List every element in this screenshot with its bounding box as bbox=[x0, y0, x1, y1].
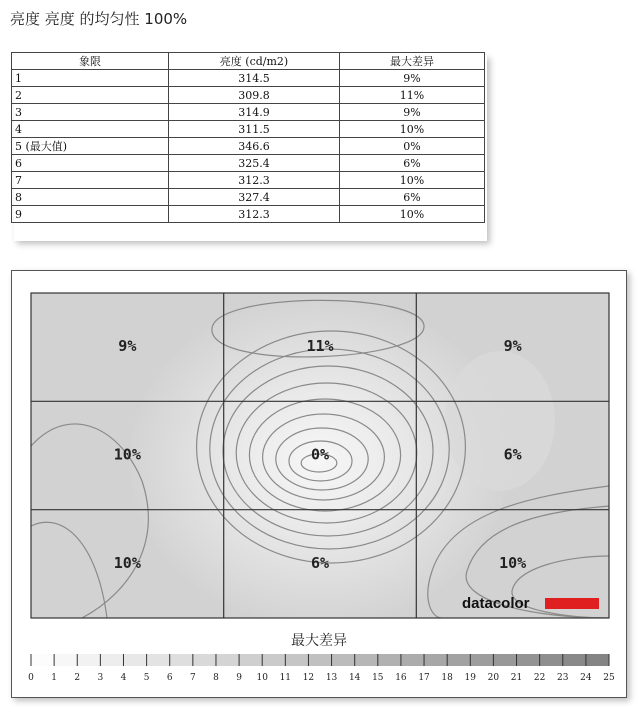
table-row bbox=[12, 172, 485, 189]
scale-swatch bbox=[540, 654, 564, 666]
quadrant-value-label: 10% bbox=[113, 553, 141, 572]
scale-swatch bbox=[31, 654, 55, 666]
uniformity-chart-svg bbox=[12, 271, 626, 697]
table-row bbox=[12, 87, 485, 104]
quadrant-value-label: 6% bbox=[503, 445, 522, 464]
scale-swatch bbox=[77, 654, 101, 666]
quadrant-value-label: 11% bbox=[306, 337, 334, 356]
scale-swatch bbox=[239, 654, 263, 666]
scale-tick-label: 20 bbox=[487, 673, 500, 683]
datacolor-logo bbox=[461, 593, 601, 615]
scale-tick-label: 17 bbox=[418, 673, 430, 683]
max-diff-cell: 6% bbox=[340, 189, 485, 206]
quadrant-value-label: 6% bbox=[310, 553, 330, 572]
quadrant-value-label: 10% bbox=[113, 445, 141, 464]
quadrant-value-label: 0% bbox=[310, 445, 330, 464]
scale-tick-label: 6 bbox=[166, 673, 173, 683]
table-row bbox=[12, 70, 485, 87]
quadrant-value-label: 9% bbox=[118, 337, 137, 356]
scale-swatch bbox=[517, 654, 541, 666]
luminance-cell: 309.8 bbox=[169, 87, 340, 104]
quadrant-cell: 7 bbox=[12, 172, 169, 189]
logo-text: datacolor bbox=[462, 595, 530, 612]
scale-swatch bbox=[308, 654, 332, 666]
scale-swatch bbox=[563, 654, 587, 666]
scale-title: 最大差异 bbox=[291, 633, 347, 649]
scale-tick-label: 5 bbox=[143, 673, 150, 683]
scale-tick-label: 9 bbox=[236, 673, 242, 683]
scale-tick-label: 3 bbox=[97, 673, 104, 683]
table-row bbox=[12, 138, 485, 155]
scale-tick-label: 14 bbox=[348, 673, 361, 683]
table-row bbox=[12, 155, 485, 172]
scale-swatch bbox=[123, 654, 147, 666]
scale-swatch bbox=[216, 654, 240, 666]
scale-tick-label: 16 bbox=[395, 673, 407, 683]
color-scale bbox=[28, 654, 615, 683]
scale-swatch bbox=[54, 654, 78, 666]
scale-swatch bbox=[424, 654, 448, 666]
scale-tick-label: 11 bbox=[279, 673, 292, 683]
scale-tick-label: 18 bbox=[441, 673, 453, 683]
luminance-cell: 346.6 bbox=[169, 138, 340, 155]
scale-swatch bbox=[470, 654, 494, 666]
scale-swatch bbox=[193, 654, 217, 666]
max-diff-cell: 11% bbox=[340, 87, 485, 104]
luminance-cell: 312.3 bbox=[169, 206, 340, 223]
max-diff-cell: 10% bbox=[340, 172, 485, 189]
max-diff-cell: 9% bbox=[340, 70, 485, 87]
scale-tick-label: 25 bbox=[603, 673, 615, 683]
header-quadrant: 象限 bbox=[12, 53, 169, 70]
scale-tick-label: 24 bbox=[580, 673, 592, 683]
table-row bbox=[12, 104, 485, 121]
quadrant-cell: 5 (最大值) bbox=[12, 138, 169, 155]
max-diff-cell: 10% bbox=[340, 121, 485, 138]
luminance-cell: 312.3 bbox=[169, 172, 340, 189]
scale-swatch bbox=[355, 654, 379, 666]
quadrant-value-label: 10% bbox=[499, 553, 527, 572]
scale-swatch bbox=[401, 654, 425, 666]
uniformity-chart bbox=[11, 270, 627, 698]
scale-tick-label: 0 bbox=[28, 673, 34, 683]
scale-tick-label: 7 bbox=[189, 673, 196, 683]
scale-swatch bbox=[147, 654, 171, 666]
page-title: 亮度 亮度 的均匀性 100% bbox=[10, 10, 188, 28]
scale-swatch bbox=[378, 654, 402, 666]
luminance-table bbox=[11, 52, 485, 223]
scale-tick-label: 13 bbox=[325, 673, 338, 683]
scale-swatch bbox=[170, 654, 194, 666]
quadrant-cell: 3 bbox=[12, 104, 169, 121]
quadrant-cell: 6 bbox=[12, 155, 169, 172]
scale-tick-label: 2 bbox=[74, 673, 81, 683]
logo-red-bar bbox=[545, 598, 599, 609]
scale-tick-label: 22 bbox=[533, 673, 546, 683]
header-max-diff: 最大差异 bbox=[340, 53, 485, 70]
scale-swatch bbox=[285, 654, 309, 666]
max-diff-cell: 0% bbox=[340, 138, 485, 155]
quadrant-cell: 4 bbox=[12, 121, 169, 138]
quadrant-cell: 9 bbox=[12, 206, 169, 223]
table-row bbox=[12, 206, 485, 223]
table-row bbox=[12, 189, 485, 206]
header-luminance: 亮度 (cd/m2) bbox=[169, 53, 340, 70]
luminance-cell: 325.4 bbox=[169, 155, 340, 172]
luminance-cell: 314.5 bbox=[169, 70, 340, 87]
scale-swatch bbox=[100, 654, 124, 666]
scale-tick-label: 15 bbox=[372, 673, 384, 683]
quadrant-value-label: 9% bbox=[503, 337, 522, 356]
scale-tick-label: 8 bbox=[213, 673, 219, 683]
scale-tick-label: 1 bbox=[51, 673, 57, 683]
scale-swatch bbox=[332, 654, 356, 666]
scale-tick-label: 12 bbox=[302, 673, 315, 683]
quadrant-cell: 8 bbox=[12, 189, 169, 206]
scale-swatch bbox=[262, 654, 286, 666]
table-row bbox=[12, 121, 485, 138]
quadrant-cell: 1 bbox=[12, 70, 169, 87]
scale-tick-label: 19 bbox=[464, 673, 477, 683]
max-diff-cell: 9% bbox=[340, 104, 485, 121]
scale-swatch bbox=[447, 654, 471, 666]
scale-tick-label: 21 bbox=[510, 673, 523, 683]
luminance-cell: 314.9 bbox=[169, 104, 340, 121]
max-diff-cell: 6% bbox=[340, 155, 485, 172]
scale-tick-label: 23 bbox=[557, 673, 569, 683]
luminance-cell: 327.4 bbox=[169, 189, 340, 206]
max-diff-cell: 10% bbox=[340, 206, 485, 223]
quadrant-cell: 2 bbox=[12, 87, 169, 104]
luminance-cell: 311.5 bbox=[169, 121, 340, 138]
scale-tick-label: 10 bbox=[256, 673, 268, 683]
scale-swatch bbox=[493, 654, 517, 666]
scale-tick-label: 4 bbox=[120, 673, 127, 683]
table-header-row bbox=[12, 53, 485, 70]
scale-swatch bbox=[586, 654, 610, 666]
